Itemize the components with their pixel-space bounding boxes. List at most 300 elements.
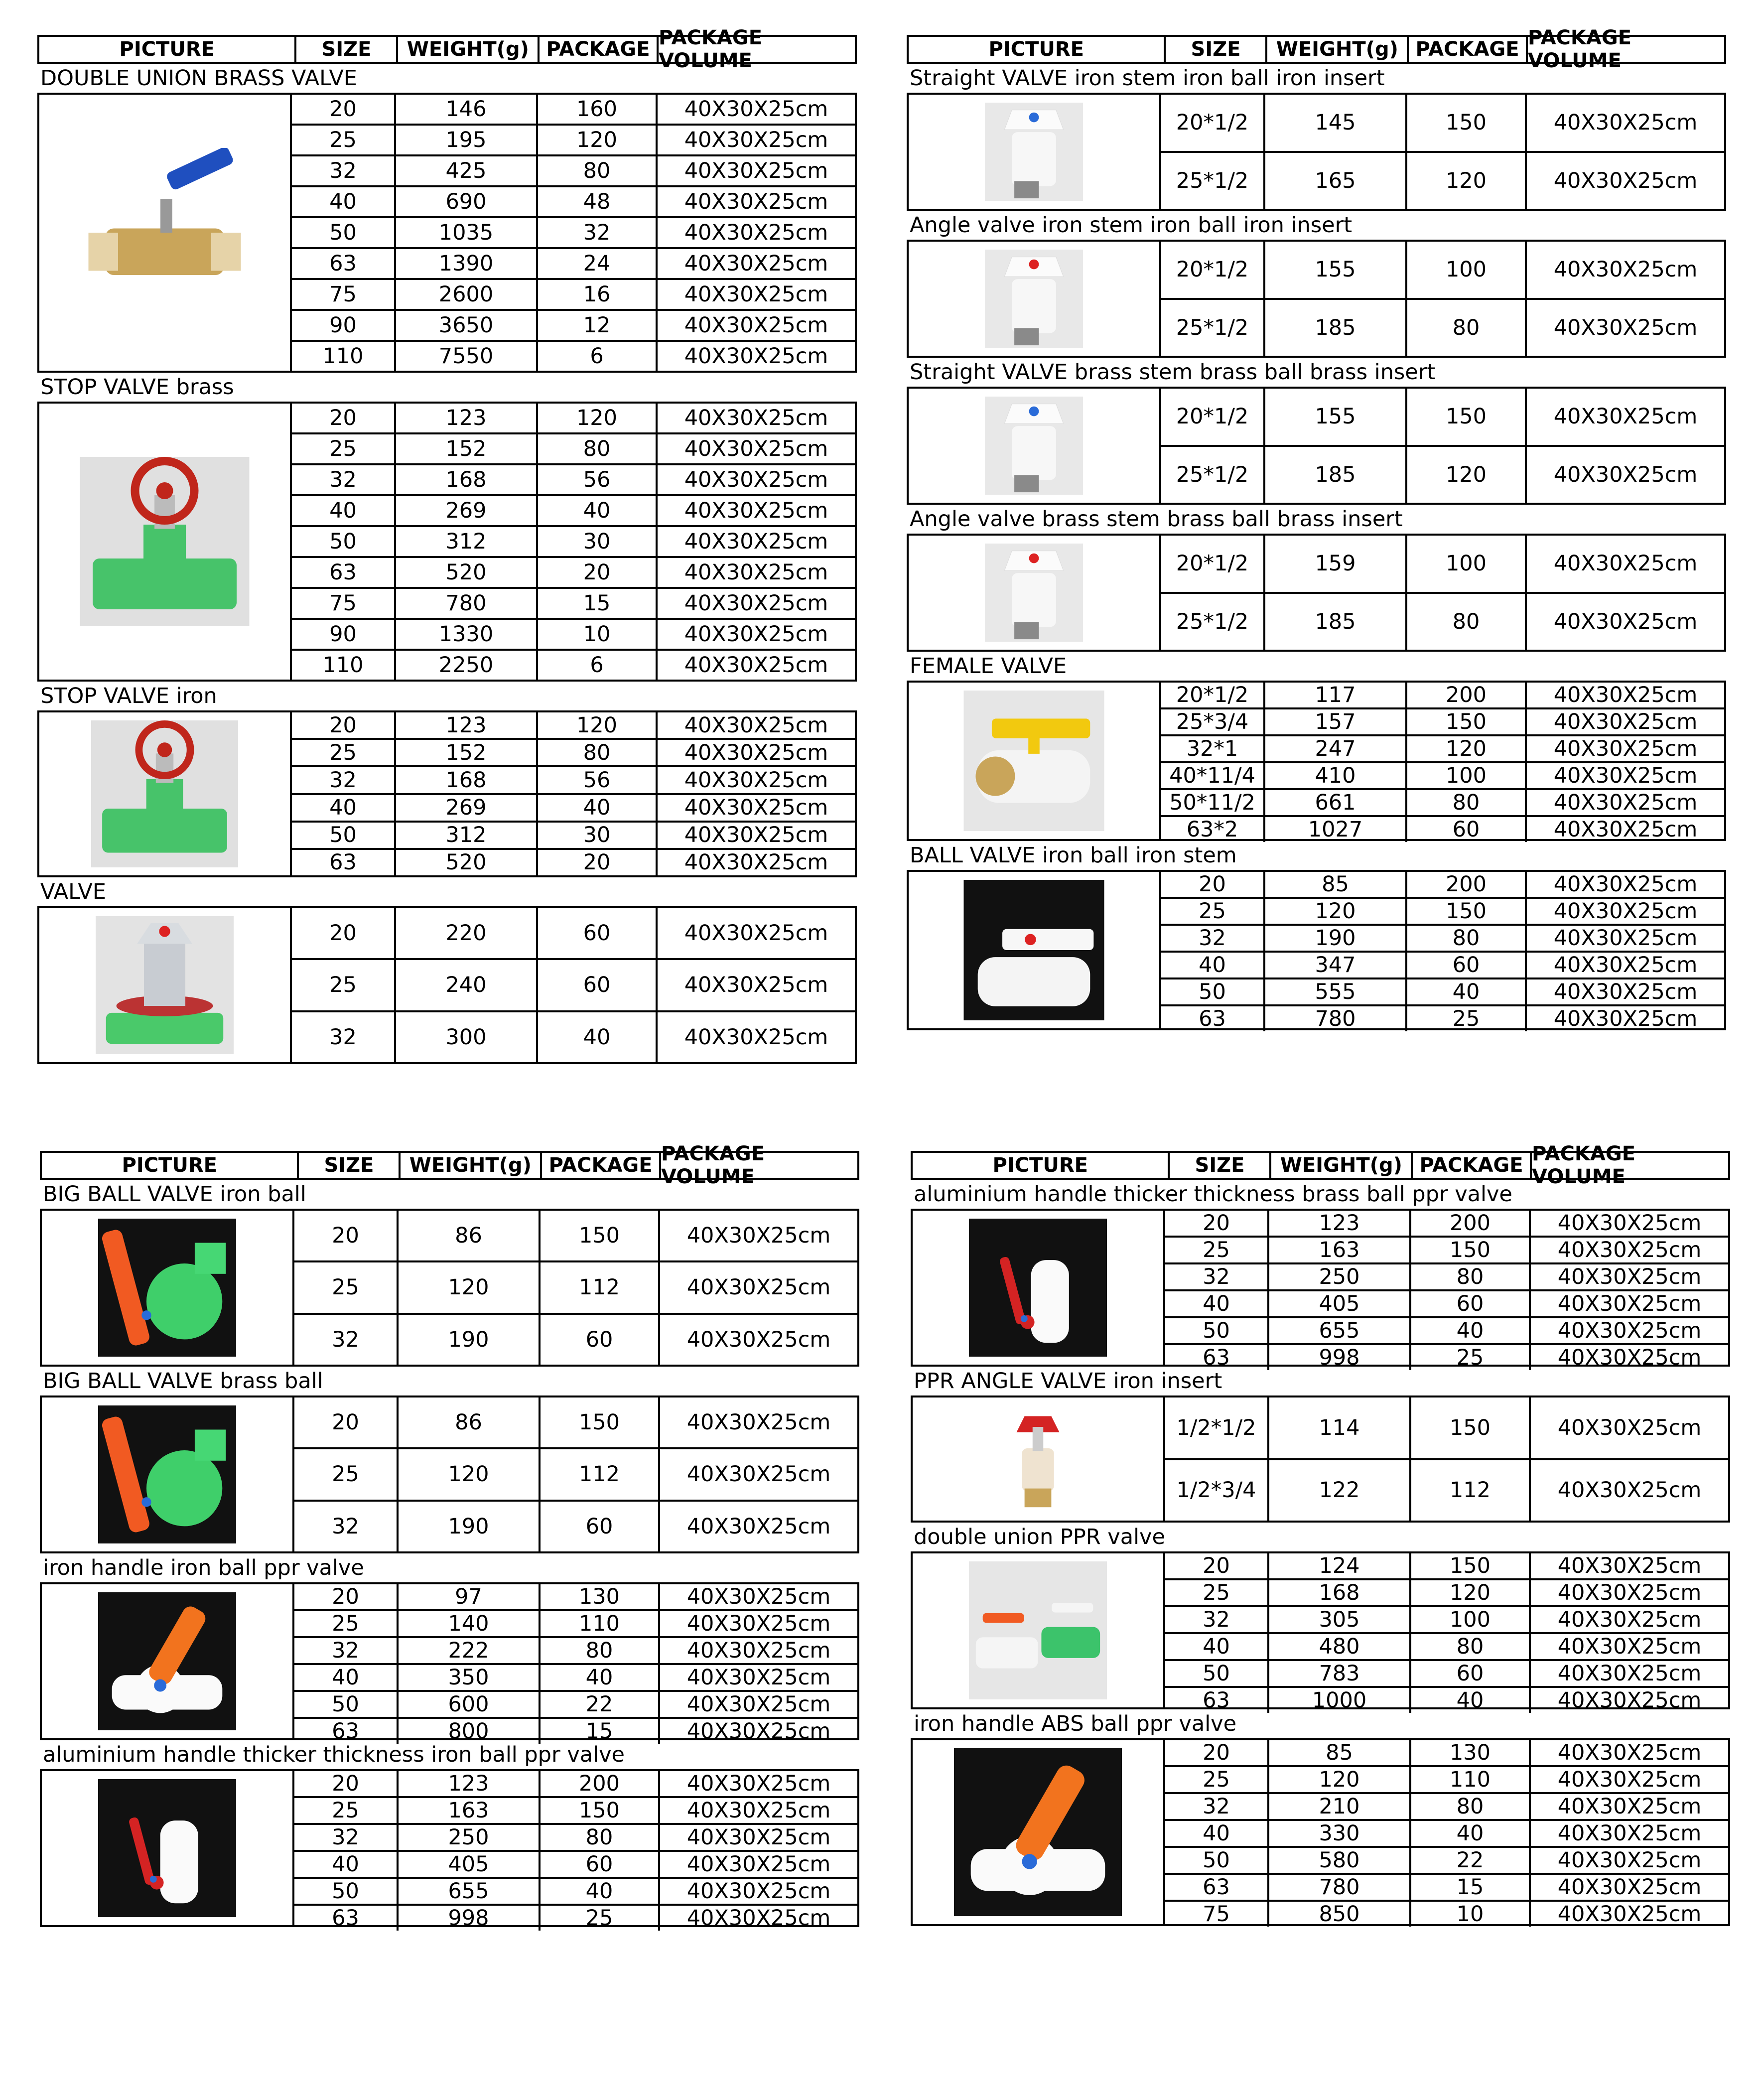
volume-cell: 40X30X25cm xyxy=(1529,1794,1728,1819)
volume-cell: 40X30X25cm xyxy=(1529,1661,1728,1686)
product-section xyxy=(907,652,1726,841)
table-row xyxy=(292,463,855,494)
size-cell: 32 xyxy=(329,1024,357,1050)
table-row xyxy=(294,1447,857,1499)
table-row xyxy=(292,185,855,216)
product-photo xyxy=(936,544,1132,642)
package-cell: 60 xyxy=(539,1852,658,1877)
picture-cell xyxy=(909,242,1161,356)
volume-cell: 40X30X25cm xyxy=(656,404,855,432)
weight-cell: 350 xyxy=(397,1665,539,1690)
product-section xyxy=(911,1709,1730,1926)
volume-cell: 40X30X25cm xyxy=(1529,1264,1728,1289)
table-row xyxy=(294,1260,857,1312)
volume-cell: 40X30X25cm xyxy=(1529,1580,1728,1605)
white-angle-valve-red-icon xyxy=(936,544,1132,642)
weight-cell: 998 xyxy=(1267,1345,1409,1370)
section-title: STOP VALVE iron xyxy=(40,684,217,708)
size-cell: 50 xyxy=(1203,1318,1230,1343)
package-cell: 40 xyxy=(1409,1318,1529,1343)
package-cell: 112 xyxy=(539,1262,658,1312)
table-row xyxy=(294,1717,857,1744)
picture-cell xyxy=(39,404,292,680)
volume-cell: 40X30X25cm xyxy=(1525,899,1724,924)
section-title: BIG BALL VALVE iron ball xyxy=(43,1182,306,1207)
volume-cell: 40X30X25cm xyxy=(1529,1211,1728,1236)
size-cell: 20 xyxy=(329,712,357,738)
volume-cell: 40X30X25cm xyxy=(658,1449,857,1499)
size-cell: 20 xyxy=(1203,1553,1230,1578)
size-cell: 50 xyxy=(332,1692,359,1717)
size-cell: 50 xyxy=(329,529,357,554)
product-photo xyxy=(940,1405,1136,1513)
table-row xyxy=(294,1877,857,1904)
volume-cell: 40X30X25cm xyxy=(656,823,855,848)
size-cell: 50 xyxy=(1203,1661,1230,1686)
weight-cell: 159 xyxy=(1263,536,1405,592)
size-cell: 32 xyxy=(1203,1264,1230,1289)
section-grid xyxy=(911,1395,1730,1523)
table-row xyxy=(292,848,855,875)
data-rows xyxy=(1161,872,1724,1031)
volume-cell: 40X30X25cm xyxy=(656,795,855,821)
volume-cell: 40X30X25cm xyxy=(656,280,855,309)
weight-cell: 85 xyxy=(1263,872,1405,897)
volume-cell: 40X30X25cm xyxy=(658,1397,857,1447)
weight-cell: 580 xyxy=(1267,1848,1409,1873)
size-cell: 1/2*1/2 xyxy=(1176,1415,1256,1440)
picture-cell xyxy=(913,1553,1165,1707)
product-photo xyxy=(940,1748,1136,1916)
weight-cell: 168 xyxy=(1267,1580,1409,1605)
table-row xyxy=(1165,1343,1728,1370)
header-size: SIZE xyxy=(297,1153,399,1178)
package-cell: 25 xyxy=(1405,1006,1525,1031)
volume-cell: 40X30X25cm xyxy=(656,249,855,278)
section-title: aluminium handle thicker thickness brass ball ppr valve xyxy=(914,1182,1512,1207)
section-title: FEMALE VALVE xyxy=(910,654,1067,679)
weight-cell: 185 xyxy=(1263,300,1405,356)
volume-cell: 40X30X25cm xyxy=(656,342,855,371)
weight-cell: 140 xyxy=(397,1611,539,1636)
weight-cell: 220 xyxy=(394,908,536,958)
volume-cell: 40X30X25cm xyxy=(658,1611,857,1636)
product-section xyxy=(40,1180,859,1367)
package-cell: 100 xyxy=(1405,242,1525,298)
package-cell: 80 xyxy=(1405,300,1525,356)
weight-cell: 123 xyxy=(394,712,536,738)
section-title: Angle valve brass stem brass ball brass insert xyxy=(910,507,1403,532)
weight-cell: 1000 xyxy=(1267,1688,1409,1713)
table-row xyxy=(1165,1553,1728,1578)
weight-cell: 240 xyxy=(394,960,536,1010)
volume-cell: 40X30X25cm xyxy=(656,465,855,494)
table-row xyxy=(1161,151,1724,209)
table-body xyxy=(40,1180,859,1931)
package-cell: 80 xyxy=(536,434,656,463)
weight-cell: 123 xyxy=(397,1771,539,1796)
package-cell: 120 xyxy=(1409,1580,1529,1605)
size-cell: 20 xyxy=(329,921,357,946)
weight-cell: 190 xyxy=(397,1315,539,1365)
size-cell: 40 xyxy=(1203,1291,1230,1316)
package-cell: 80 xyxy=(1409,1634,1529,1659)
package-cell: 30 xyxy=(536,527,656,556)
product-photo xyxy=(936,103,1132,201)
volume-cell: 40X30X25cm xyxy=(1525,683,1724,707)
size-cell: 110 xyxy=(322,344,364,369)
package-cell: 150 xyxy=(1409,1397,1529,1458)
weight-cell: 655 xyxy=(1267,1318,1409,1343)
table-row xyxy=(294,1850,857,1877)
table-header xyxy=(911,1142,1730,1188)
size-cell: 32 xyxy=(332,1638,359,1663)
table-row xyxy=(1161,298,1724,356)
size-cell: 20 xyxy=(332,1771,359,1796)
package-cell: 80 xyxy=(1409,1264,1529,1289)
product-section xyxy=(911,1367,1730,1523)
section-title: double union PPR valve xyxy=(914,1525,1165,1549)
green-big-ball-valve-icon xyxy=(69,1219,266,1357)
section-grid xyxy=(37,402,857,682)
product-photo xyxy=(66,720,263,867)
table-row xyxy=(292,216,855,247)
size-cell: 25 xyxy=(329,973,357,998)
package-cell: 25 xyxy=(1409,1345,1529,1370)
section-title: DOUBLE UNION BRASS VALVE xyxy=(40,66,357,91)
volume-cell: 40X30X25cm xyxy=(658,1771,857,1796)
volume-cell: 40X30X25cm xyxy=(1525,1006,1724,1031)
size-cell: 75 xyxy=(329,282,357,307)
table-header xyxy=(907,26,1726,72)
weight-cell: 780 xyxy=(394,589,536,618)
size-cell: 63 xyxy=(1203,1688,1230,1713)
package-cell: 24 xyxy=(536,249,656,278)
package-cell: 60 xyxy=(1405,817,1525,842)
size-cell: 50 xyxy=(332,1879,359,1904)
picture-cell xyxy=(913,1211,1165,1365)
product-section xyxy=(37,877,857,1064)
volume-cell: 40X30X25cm xyxy=(1529,1345,1728,1370)
product-section xyxy=(40,1740,859,1931)
data-rows xyxy=(1161,95,1724,209)
table-row xyxy=(1161,592,1724,650)
package-cell: 16 xyxy=(536,280,656,309)
volume-cell: 40X30X25cm xyxy=(1529,1688,1728,1713)
volume-cell: 40X30X25cm xyxy=(1525,447,1724,503)
table-row xyxy=(292,958,855,1010)
package-cell: 150 xyxy=(1405,95,1525,151)
section-title: Straight VALVE iron stem iron ball iron insert xyxy=(910,66,1385,91)
picture-cell xyxy=(909,389,1161,503)
product-section xyxy=(907,505,1726,652)
weight-cell: 1027 xyxy=(1263,817,1405,842)
header-weight: WEIGHT(g) xyxy=(1269,1153,1411,1178)
package-cell: 80 xyxy=(536,740,656,765)
data-rows xyxy=(294,1211,857,1365)
package-cell: 60 xyxy=(1409,1661,1529,1686)
weight-cell: 1035 xyxy=(394,218,536,247)
package-cell: 200 xyxy=(1405,872,1525,897)
white-orange-handle-valve-icon xyxy=(69,1592,266,1730)
size-cell: 40 xyxy=(1199,953,1226,977)
table-row xyxy=(294,1397,857,1447)
package-cell: 150 xyxy=(539,1211,658,1260)
package-cell: 22 xyxy=(539,1692,658,1717)
package-cell: 60 xyxy=(1405,953,1525,977)
size-cell: 40 xyxy=(329,498,357,523)
volume-cell: 40X30X25cm xyxy=(658,1584,857,1609)
weight-cell: 300 xyxy=(394,1012,536,1062)
header-picture: PICTURE xyxy=(119,38,215,61)
green-big-ball-valve-icon xyxy=(69,1405,266,1543)
volume-cell: 40X30X25cm xyxy=(1525,817,1724,842)
package-cell: 150 xyxy=(1405,899,1525,924)
table-body xyxy=(907,64,1726,1030)
volume-cell: 40X30X25cm xyxy=(1529,1607,1728,1632)
size-cell: 20*1/2 xyxy=(1176,404,1249,429)
data-rows xyxy=(1165,1211,1728,1370)
product-section xyxy=(37,373,857,682)
volume-cell: 40X30X25cm xyxy=(1525,242,1724,298)
data-rows xyxy=(294,1771,857,1931)
header-picture: PICTURE xyxy=(122,1154,217,1177)
volume-cell: 40X30X25cm xyxy=(1525,790,1724,815)
package-cell: 100 xyxy=(1409,1607,1529,1632)
size-cell: 32 xyxy=(329,767,357,793)
product-section xyxy=(37,64,857,373)
package-cell: 40 xyxy=(536,1012,656,1062)
header-package: PACKAGE xyxy=(1411,1153,1530,1178)
table-row xyxy=(292,95,855,124)
table-row xyxy=(1161,445,1724,503)
weight-cell: 1330 xyxy=(394,620,536,649)
product-section xyxy=(907,64,1726,211)
section-title: iron handle iron ball ppr valve xyxy=(43,1555,364,1580)
table-row xyxy=(1165,1846,1728,1873)
weight-cell: 690 xyxy=(394,187,536,216)
size-cell: 63 xyxy=(332,1906,359,1931)
table-row xyxy=(292,738,855,765)
picture-cell xyxy=(42,1584,294,1738)
header-package: PACKAGE xyxy=(538,37,657,62)
picture-cell xyxy=(913,1740,1165,1924)
table-row xyxy=(1165,1605,1728,1632)
package-cell: 32 xyxy=(536,218,656,247)
table-row xyxy=(1165,1397,1728,1458)
volume-cell: 40X30X25cm xyxy=(1529,1740,1728,1765)
size-cell: 40*11/4 xyxy=(1169,763,1255,788)
table-row xyxy=(1161,815,1724,842)
data-rows xyxy=(1165,1553,1728,1713)
table-row xyxy=(294,1609,857,1636)
section-grid xyxy=(40,1582,859,1744)
header-weight: WEIGHT(g) xyxy=(396,37,538,62)
table-row xyxy=(294,1690,857,1717)
volume-cell: 40X30X25cm xyxy=(656,767,855,793)
weight-cell: 425 xyxy=(394,156,536,185)
table-row xyxy=(292,525,855,556)
package-cell: 10 xyxy=(1409,1902,1529,1927)
brass-double-union-valve-icon xyxy=(66,148,263,317)
size-cell: 20*1/2 xyxy=(1176,257,1249,282)
weight-cell: 86 xyxy=(397,1397,539,1447)
size-cell: 20 xyxy=(332,1410,359,1435)
table-row xyxy=(292,154,855,185)
package-cell: 120 xyxy=(1405,153,1525,209)
data-rows xyxy=(1165,1397,1728,1521)
data-rows xyxy=(292,95,855,371)
product-photo xyxy=(936,880,1132,1020)
weight-cell: 655 xyxy=(397,1879,539,1904)
table-row xyxy=(294,1663,857,1690)
weight-cell: 222 xyxy=(397,1638,539,1663)
volume-cell: 40X30X25cm xyxy=(658,1262,857,1312)
weight-cell: 145 xyxy=(1263,95,1405,151)
data-rows xyxy=(1165,1740,1728,1927)
size-cell: 32 xyxy=(332,1514,359,1539)
table-row xyxy=(1165,1262,1728,1289)
product-photo xyxy=(940,1561,1136,1699)
weight-cell: 120 xyxy=(397,1262,539,1312)
picture-cell xyxy=(42,1211,294,1365)
package-cell: 60 xyxy=(1409,1291,1529,1316)
weight-cell: 2250 xyxy=(394,651,536,680)
package-cell: 120 xyxy=(536,712,656,738)
volume-cell: 40X30X25cm xyxy=(656,712,855,738)
table-row xyxy=(1161,242,1724,298)
section-grid xyxy=(907,387,1726,505)
package-cell: 60 xyxy=(539,1315,658,1365)
size-cell: 50 xyxy=(1203,1848,1230,1873)
size-cell: 63 xyxy=(329,850,357,875)
volume-cell: 40X30X25cm xyxy=(1529,1397,1728,1458)
size-cell: 20 xyxy=(1203,1211,1230,1236)
section-grid xyxy=(40,1769,859,1931)
header-package-volume: PACKAGE VOLUME xyxy=(1530,1153,1728,1178)
size-cell: 40 xyxy=(329,795,357,821)
header-weight: WEIGHT(g) xyxy=(399,1153,540,1178)
weight-cell: 190 xyxy=(1263,926,1405,951)
table-row xyxy=(1165,1765,1728,1792)
weight-cell: 120 xyxy=(1267,1767,1409,1792)
weight-cell: 520 xyxy=(394,850,536,875)
table-row xyxy=(292,765,855,793)
volume-cell: 40X30X25cm xyxy=(656,527,855,556)
weight-cell: 146 xyxy=(394,95,536,124)
product-section xyxy=(37,682,857,877)
table-row xyxy=(1161,761,1724,788)
volume-cell: 40X30X25cm xyxy=(1525,95,1724,151)
volume-cell: 40X30X25cm xyxy=(1529,1553,1728,1578)
section-grid xyxy=(911,1551,1730,1713)
package-cell: 200 xyxy=(1409,1211,1529,1236)
product-section xyxy=(907,211,1726,358)
table-body xyxy=(911,1180,1730,1926)
table-row xyxy=(294,1904,857,1931)
table-row xyxy=(294,1823,857,1850)
volume-cell: 40X30X25cm xyxy=(658,1852,857,1877)
package-cell: 56 xyxy=(536,767,656,793)
volume-cell: 40X30X25cm xyxy=(658,1692,857,1717)
package-cell: 100 xyxy=(1405,763,1525,788)
green-stop-valve-icon xyxy=(66,457,263,626)
product-photo xyxy=(66,148,263,317)
size-cell: 75 xyxy=(329,591,357,616)
white-red-handle-valve-icon xyxy=(69,1779,266,1917)
package-cell: 40 xyxy=(536,795,656,821)
weight-cell: 117 xyxy=(1263,683,1405,707)
size-cell: 25 xyxy=(332,1798,359,1823)
weight-cell: 120 xyxy=(397,1449,539,1499)
package-cell: 150 xyxy=(1409,1238,1529,1262)
size-cell: 32 xyxy=(332,1825,359,1850)
volume-cell: 40X30X25cm xyxy=(1529,1318,1728,1343)
weight-cell: 480 xyxy=(1267,1634,1409,1659)
volume-cell: 40X30X25cm xyxy=(658,1719,857,1744)
weight-cell: 269 xyxy=(394,496,536,525)
size-cell: 25*1/2 xyxy=(1176,462,1249,487)
volume-cell: 40X30X25cm xyxy=(658,1211,857,1260)
volume-cell: 40X30X25cm xyxy=(658,1906,857,1931)
package-cell: 40 xyxy=(539,1665,658,1690)
size-cell: 63 xyxy=(1203,1875,1230,1900)
package-cell: 200 xyxy=(539,1771,658,1796)
header-package: PACKAGE xyxy=(540,1153,659,1178)
table-row xyxy=(294,1584,857,1609)
package-cell: 150 xyxy=(539,1397,658,1447)
size-cell: 20 xyxy=(332,1223,359,1249)
size-cell: 25 xyxy=(1199,899,1226,924)
table-row xyxy=(1165,1792,1728,1819)
section-grid xyxy=(907,93,1726,211)
size-cell: 20 xyxy=(329,406,357,430)
white-straight-valve-blue-icon xyxy=(936,397,1132,495)
package-cell: 22 xyxy=(1409,1848,1529,1873)
package-cell: 60 xyxy=(536,960,656,1010)
volume-cell: 40X30X25cm xyxy=(1525,536,1724,592)
package-cell: 6 xyxy=(536,342,656,371)
weight-cell: 152 xyxy=(394,740,536,765)
weight-cell: 155 xyxy=(1263,389,1405,445)
size-cell: 25 xyxy=(332,1275,359,1300)
package-cell: 120 xyxy=(1405,736,1525,761)
weight-cell: 97 xyxy=(397,1584,539,1609)
picture-cell xyxy=(42,1397,294,1551)
table-row xyxy=(292,494,855,525)
size-cell: 90 xyxy=(329,622,357,647)
volume-cell: 40X30X25cm xyxy=(1529,1767,1728,1792)
data-rows xyxy=(294,1397,857,1551)
section-title: STOP VALVE brass xyxy=(40,375,234,400)
table-row xyxy=(292,1010,855,1062)
weight-cell: 85 xyxy=(1267,1740,1409,1765)
weight-cell: 269 xyxy=(394,795,536,821)
header-size: SIZE xyxy=(1168,1153,1269,1178)
size-cell: 25 xyxy=(332,1462,359,1487)
volume-cell: 40X30X25cm xyxy=(1529,1875,1728,1900)
size-cell: 40 xyxy=(1203,1821,1230,1846)
weight-cell: 250 xyxy=(1267,1264,1409,1289)
weight-cell: 1390 xyxy=(394,249,536,278)
package-cell: 112 xyxy=(1409,1460,1529,1521)
size-cell: 63 xyxy=(1203,1345,1230,1370)
data-rows xyxy=(1161,389,1724,503)
volume-cell: 40X30X25cm xyxy=(1525,979,1724,1004)
size-cell: 25 xyxy=(329,436,357,461)
size-cell: 40 xyxy=(329,189,357,214)
header-package-volume: PACKAGE VOLUME xyxy=(657,37,855,62)
